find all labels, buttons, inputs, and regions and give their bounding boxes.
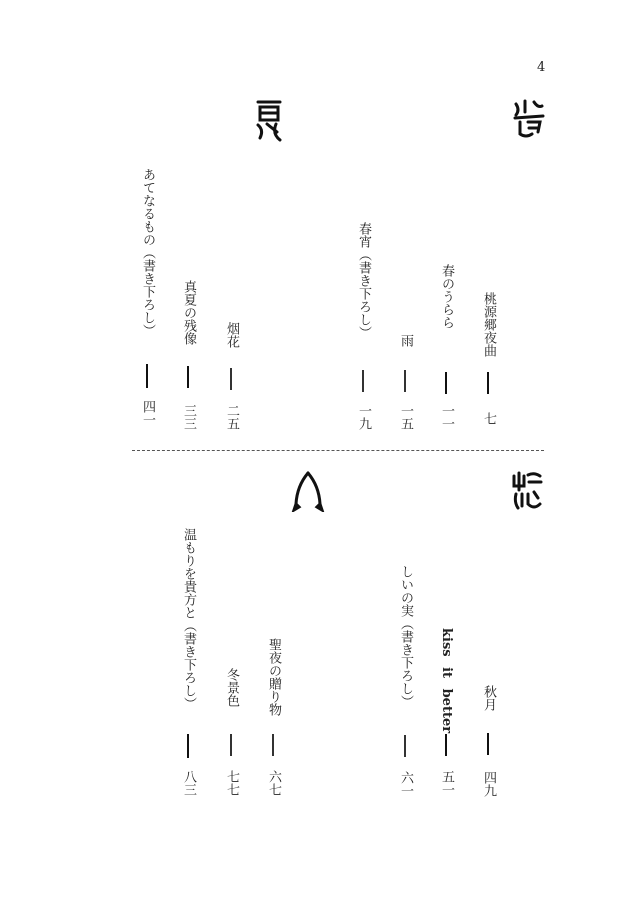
section-divider — [132, 450, 544, 451]
toc-page: 一五 — [398, 404, 413, 430]
toc-page: 六一 — [398, 771, 413, 797]
toc-entry-2[interactable] — [395, 334, 415, 432]
toc-title: 聖夜の贈り物 — [266, 638, 281, 716]
toc-title: kiss it better — [439, 628, 454, 734]
toc-entry-1[interactable] — [436, 264, 456, 432]
leader-line — [362, 370, 364, 392]
toc-entry-12[interactable] — [178, 528, 198, 808]
leader-line — [146, 364, 148, 388]
leader-line — [445, 734, 447, 756]
toc-title: しいの実（書き下ろし） — [398, 565, 413, 708]
toc-entry-7[interactable] — [478, 685, 498, 805]
toc-page: 七 — [481, 412, 496, 425]
toc-entry-11[interactable] — [221, 668, 241, 808]
toc-page: 四九 — [481, 771, 496, 797]
leader-line — [230, 734, 232, 756]
toc-title: 真夏の残像 — [181, 280, 196, 345]
toc-entry-10[interactable] — [263, 638, 283, 808]
toc-entry-6[interactable] — [137, 168, 157, 432]
toc-page: 三三 — [181, 404, 196, 430]
toc-entry-5[interactable] — [178, 280, 198, 432]
toc-title: 雨 — [398, 334, 413, 347]
toc-title: 秋月 — [481, 685, 496, 711]
seal-winter-icon — [291, 470, 325, 512]
seal-autumn-icon — [510, 470, 544, 512]
toc-page: 一九 — [356, 404, 371, 430]
toc-title: 烟花 — [224, 322, 239, 348]
leader-line — [487, 372, 489, 394]
toc-page: 五一 — [439, 770, 454, 796]
toc-title: 春のうらら — [439, 264, 454, 329]
toc-title: 温もりを貴方と（書き下ろし） — [181, 528, 196, 710]
toc-title: 桃源郷夜曲 — [481, 292, 496, 357]
leader-line — [230, 368, 232, 390]
toc-title: 春宵（書き下ろし） — [356, 222, 371, 339]
toc-page: 七七 — [224, 770, 239, 796]
leader-line — [404, 370, 406, 392]
seal-spring-icon — [512, 98, 546, 140]
toc-page: 六七 — [266, 770, 281, 796]
toc-page: 八三 — [181, 770, 196, 796]
toc-entry-3[interactable] — [353, 222, 373, 432]
page-number: 4 — [537, 60, 546, 75]
leader-line — [272, 734, 274, 756]
toc-title: あてなるもの（書き下ろし） — [140, 168, 155, 337]
toc-page: 一一 — [439, 404, 454, 430]
toc-entry-0[interactable] — [478, 292, 498, 432]
toc-page: 二五 — [224, 404, 239, 430]
leader-line — [187, 366, 189, 388]
leader-line — [445, 372, 447, 394]
seal-summer-icon — [254, 98, 284, 142]
toc-page: 四一 — [140, 400, 155, 426]
leader-line — [487, 733, 489, 755]
leader-line — [187, 734, 189, 758]
leader-line — [404, 735, 406, 757]
toc-title: 冬景色 — [224, 668, 239, 707]
toc-entry-9[interactable] — [395, 565, 415, 805]
toc-entry-4[interactable] — [221, 322, 241, 432]
toc-entry-8[interactable] — [436, 628, 456, 808]
